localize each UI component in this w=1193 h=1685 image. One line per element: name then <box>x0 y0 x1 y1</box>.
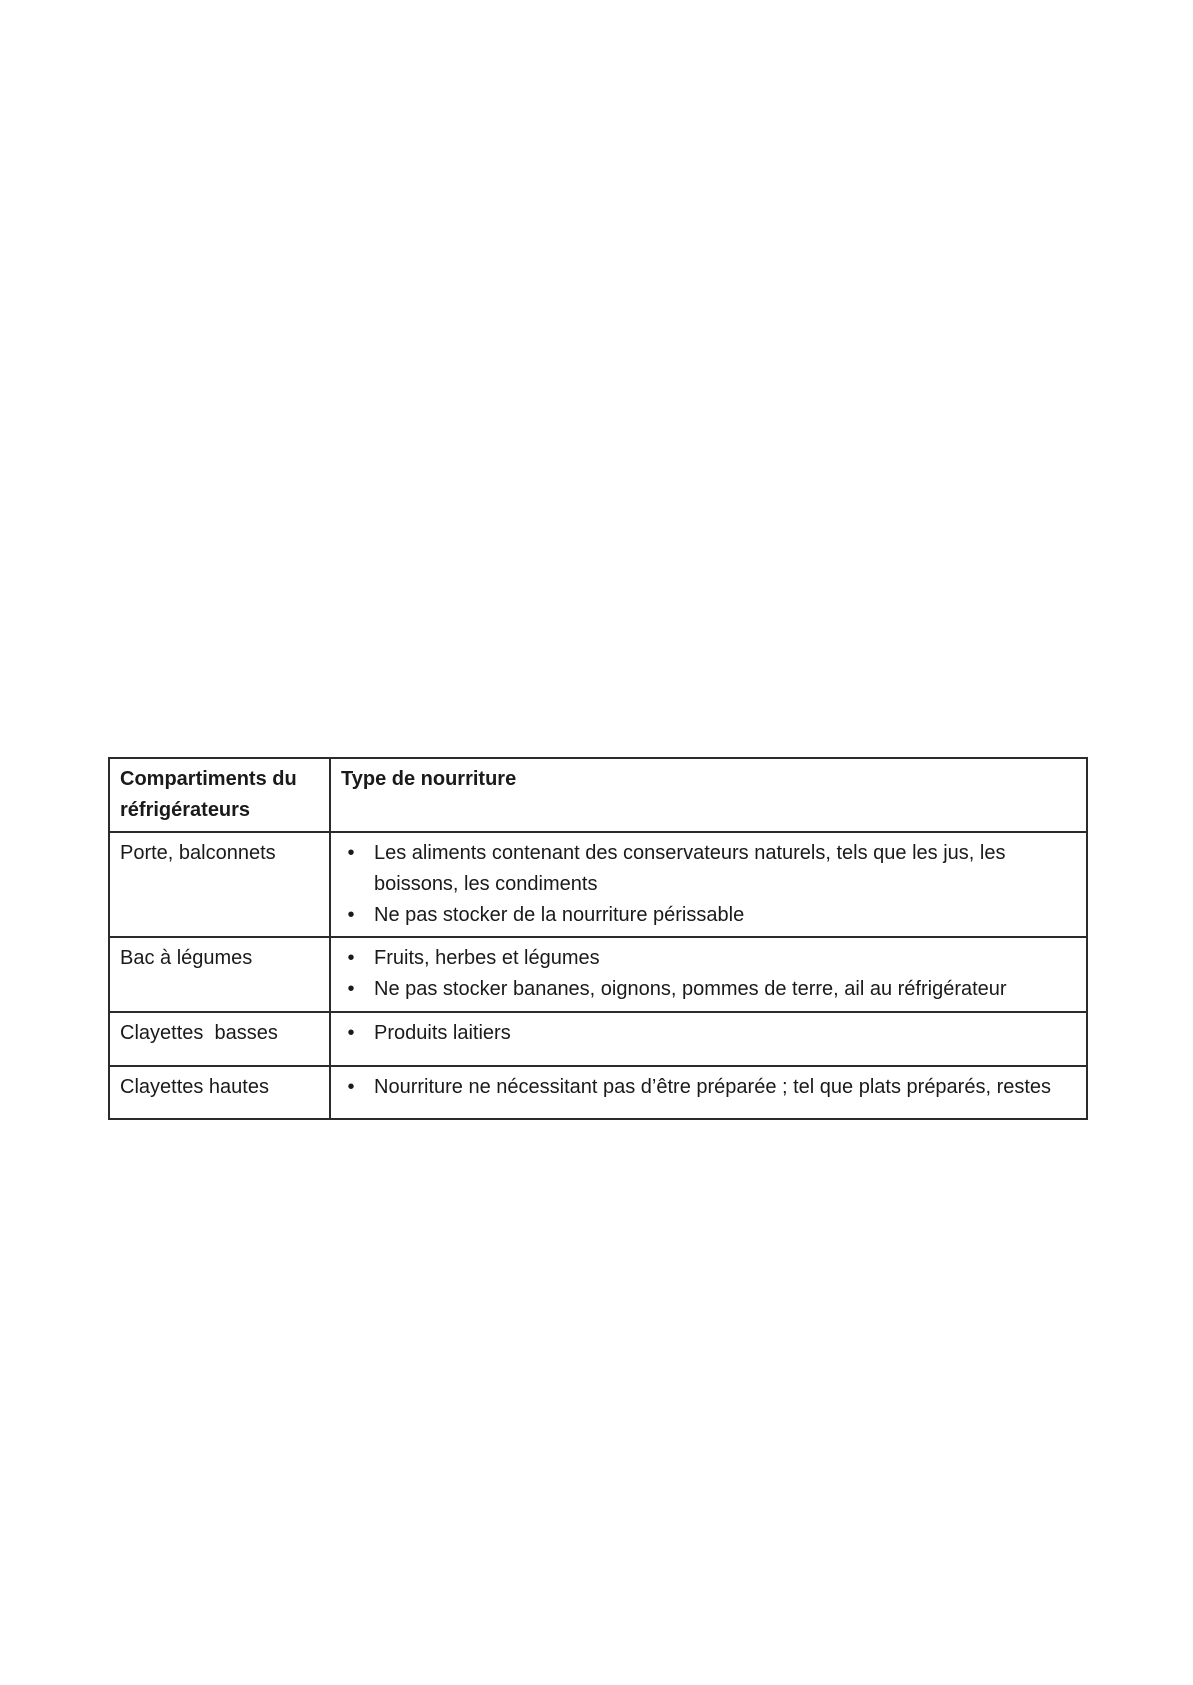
list-item-text: Ne pas stocker de la nourriture périssable <box>374 904 745 926</box>
fridge-compartments-table <box>108 757 1088 1120</box>
bullet-icon: • <box>347 1022 355 1044</box>
food-type-cell <box>330 1012 1087 1066</box>
food-type-cell <box>330 832 1087 937</box>
list-item <box>341 1018 1076 1049</box>
list-item-text: Produits laitiers <box>374 1022 511 1044</box>
food-type-cell <box>330 1066 1087 1119</box>
bullet-icon: • <box>347 904 355 926</box>
food-list <box>341 943 1076 1005</box>
header-compartments: Compartiments du réfrigérateurs <box>109 758 330 832</box>
table-row <box>109 832 1087 937</box>
table-header-row <box>109 758 1087 832</box>
list-item-text: Fruits, herbes et légumes <box>374 947 600 969</box>
table-row <box>109 1012 1087 1066</box>
table-row <box>109 937 1087 1012</box>
food-list <box>341 838 1076 931</box>
bullet-icon: • <box>347 978 355 1000</box>
list-item <box>341 974 1076 1005</box>
table-row <box>109 1066 1087 1119</box>
list-item-text: Nourriture ne nécessitant pas d’être préparée ; tel que plats préparés, restes <box>374 1076 1052 1098</box>
compartment-cell: Bac à légumes <box>109 937 330 1012</box>
food-list <box>341 1072 1076 1103</box>
list-item <box>341 900 1076 931</box>
list-item <box>341 943 1076 974</box>
compartment-cell: Clayettes basses <box>109 1012 330 1066</box>
food-list <box>341 1018 1076 1049</box>
bullet-icon: • <box>347 842 355 864</box>
compartment-cell: Porte, balconnets <box>109 832 330 937</box>
list-item <box>341 838 1076 900</box>
list-item <box>341 1072 1076 1103</box>
food-type-cell <box>330 937 1087 1012</box>
header-food-type: Type de nourriture <box>330 758 1087 832</box>
list-item-text: Ne pas stocker bananes, oignons, pommes de terre, ail au réfrigérateur <box>374 978 1007 1000</box>
compartment-cell: Clayettes hautes <box>109 1066 330 1119</box>
list-item-text: Les aliments contenant des conservateurs naturels, tels que les jus, les boissons, les condiments <box>374 842 1006 895</box>
bullet-icon: • <box>347 947 355 969</box>
bullet-icon: • <box>347 1076 355 1098</box>
